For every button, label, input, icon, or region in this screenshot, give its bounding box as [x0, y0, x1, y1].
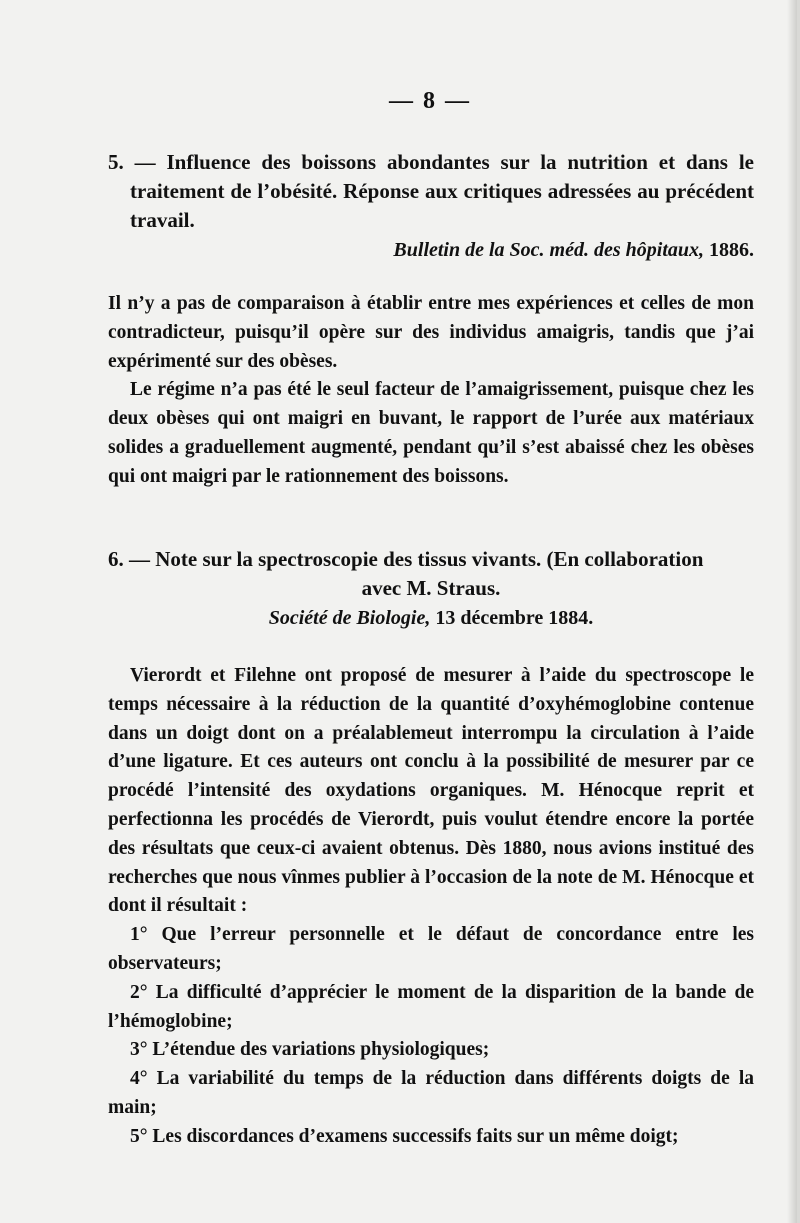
section-6-item-5: 5° Les discordances d’examens successifs faits sur un même doigt;	[130, 1125, 679, 1147]
section-6-number: 6.	[108, 547, 124, 571]
section-5-citation	[108, 235, 754, 265]
section-5-title: — Influence des boissons abondantes sur la nutrition et dans le traitement de l’obésité. Réponse aux critiques adressées au précédent travail.	[130, 150, 755, 232]
section-5-body	[108, 290, 754, 492]
section-6-item-2: 2° La difficulté d’apprécier le moment de la disparition de la bande de l’hémoglobine;	[108, 981, 754, 1032]
section-6-item-3: 3° L’étendue des variations physiologiques;	[130, 1039, 490, 1061]
section-6-title-line-1: — Note sur la spectroscopie des tissus vivants. (En collaboration	[129, 547, 704, 571]
section-6-item-1: 1° Que l’erreur personnelle et le défaut de concordance entre les observateurs;	[108, 924, 754, 974]
section-6-citation	[108, 603, 754, 633]
section-6-body	[108, 662, 754, 1152]
section-6	[108, 545, 754, 633]
section-6-intro: Vierordt et Filehne ont proposé de mesurer à l’aide du spectroscope le temps nécessaire à la réduction de la quantité d’oxyhémoglobine contenue dans un doigt dont on a préalablemeut interrompu la circulation à l’aide d’une ligature. Et ces auteurs ont conclu à la possibilité de mesurer par ce procédé l’intensité des oxydations organiques. M. Hénocque reprit et perfectionna les procédés de Vierordt, puis voulut étendre encore la portée des résultats que ceux-ci avaient obtenus. Dès 1880, nous avions institué des recherches que nous vînmes publier à l’occasion de la note de M. Hénocque et dont il résultait :	[108, 665, 754, 917]
section-6-heading	[108, 545, 754, 574]
section-5-number: 5.	[108, 150, 124, 174]
page-number: — 8 —	[389, 88, 471, 114]
section-5-paragraph-1: Il n’y a pas de comparaison à établir entre mes expériences et celles de mon contradicteur, puisqu’il opère sur des individus amaigris, tandis que j’ai expérimenté sur des obèses.	[108, 293, 754, 372]
section-6-item-4: 4° La variabilité du temps de la réduction dans différents doigts de la main;	[108, 1068, 754, 1118]
section-5-citation-journal: Bulletin de la Soc. méd. des hôpitaux,	[393, 239, 704, 261]
section-5-heading	[108, 148, 754, 235]
section-5-paragraph-2: Le régime n’a pas été le seul facteur de l’amaigrissement, puisque chez les deux obèses qui ont maigri en buvant, le rapport de l’urée aux matériaux solides a graduellement augmenté, pendant qu’il s’est abaissé chez les obèses qui ont maigri par le rationnement des boissons.	[108, 379, 754, 487]
page-edge-shadow	[787, 0, 797, 1223]
section-5-citation-year: 1886.	[709, 239, 754, 261]
section-5	[108, 148, 754, 265]
section-6-citation-journal: Société de Biologie,	[268, 607, 431, 629]
section-6-citation-date: 13 décembre 1884.	[435, 607, 594, 629]
section-6-title-line-2: avec M. Straus.	[361, 576, 501, 600]
